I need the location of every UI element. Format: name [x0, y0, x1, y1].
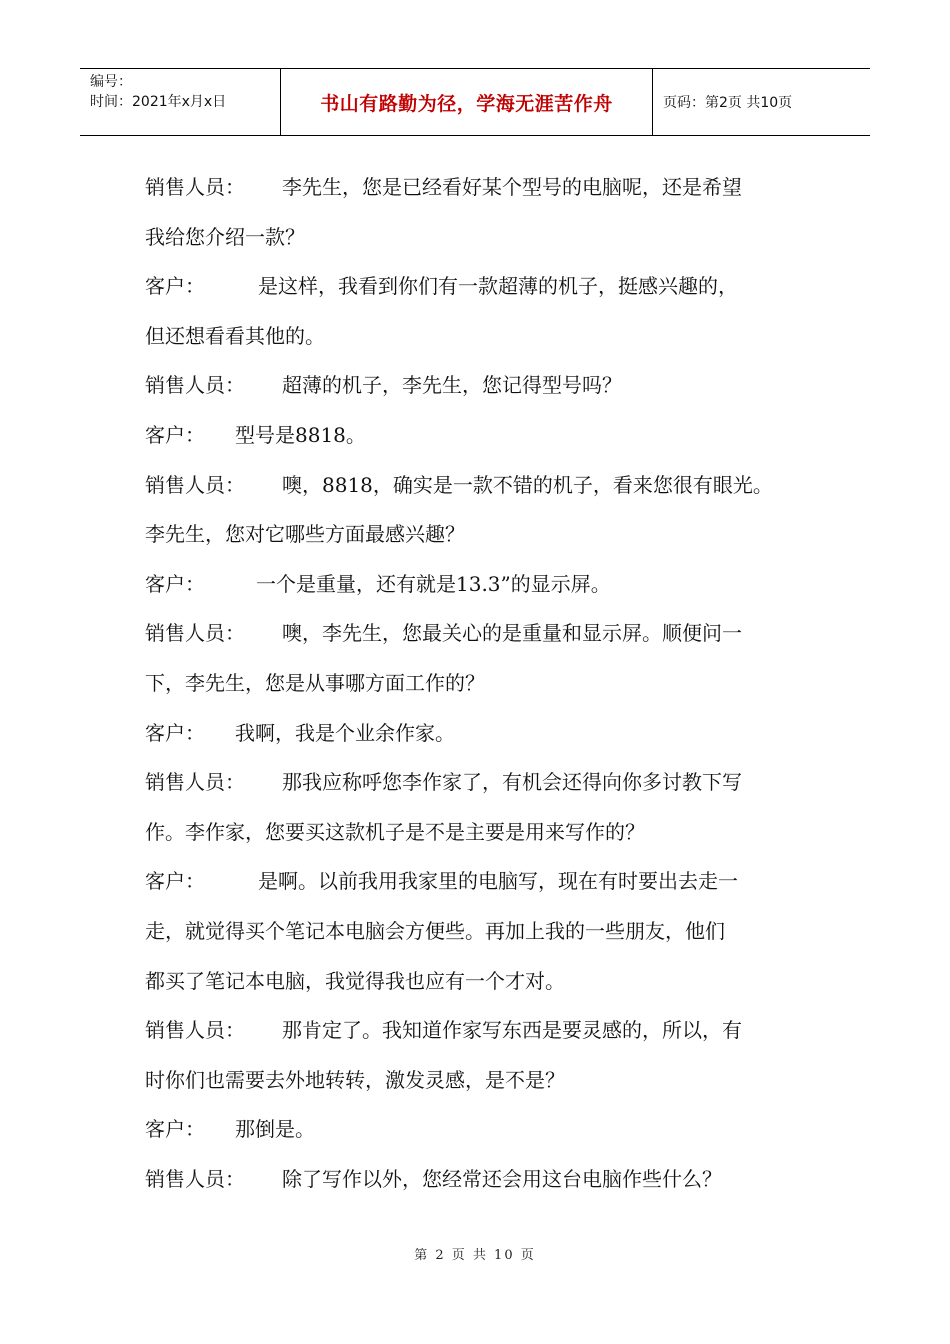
utterance: 那倒是。 [235, 1117, 315, 1142]
speaker-customer: 客户： [145, 274, 205, 299]
dialogue-line [145, 758, 815, 808]
page-footer: 第 2 页 共 10 页 [414, 1248, 536, 1263]
header-page-info: 页码：第2页 共10页 [663, 95, 793, 111]
dialogue-line [145, 213, 815, 263]
speaker-sales: 销售人员： [145, 770, 245, 795]
utterance: 走，就觉得买个笔记本电脑会方便些。再加上我的一些朋友，他们 [145, 918, 725, 943]
dialogue-line [145, 361, 815, 411]
dialogue-line [145, 709, 815, 759]
utterance: 除了写作以外，您经常还会用这台电脑作些什么？ [282, 1166, 722, 1191]
dialogue-line [145, 510, 815, 560]
speaker-customer: 客户： [145, 1117, 205, 1142]
dialogue-line [145, 659, 815, 709]
utterance: 李先生，您对它哪些方面最感兴趣？ [145, 522, 465, 547]
dialogue-line [145, 907, 815, 957]
utterance: 噢，8818，确实是一款不错的机子，看来您很有眼光。 [282, 472, 773, 497]
header-left-cell [80, 69, 281, 135]
utterance: 是啊。以前我用我家里的电脑写，现在有时要出去走一 [258, 869, 738, 894]
utterance: 作。李作家，您要买这款机子是不是主要是用来写作的？ [145, 819, 645, 844]
dialogue-line [145, 1056, 815, 1106]
dialogue-line [145, 163, 815, 213]
utterance: 那我应称呼您李作家了，有机会还得向你多讨教下写 [282, 770, 742, 795]
speaker-customer: 客户： [145, 422, 205, 447]
dialogue-line [145, 808, 815, 858]
utterance: 我啊，我是个业余作家。 [235, 720, 455, 745]
speaker-sales: 销售人员： [145, 621, 245, 646]
dialogue-body [145, 163, 815, 1204]
speaker-sales: 销售人员： [145, 472, 245, 497]
speaker-sales: 销售人员： [145, 1018, 245, 1043]
dialogue-line [145, 1006, 815, 1056]
utterance: 都买了笔记本电脑，我觉得我也应有一个才对。 [145, 968, 565, 993]
dialogue-line [145, 609, 815, 659]
dialogue-line [145, 857, 815, 907]
utterance: 我给您介绍一款？ [145, 224, 305, 249]
dialogue-line [145, 312, 815, 362]
number-label: 编号： [90, 74, 132, 90]
header-motto: 书山有路勤为径，学海无涯苦作舟 [281, 69, 653, 135]
dialogue-line [145, 560, 815, 610]
utterance: 型号是8818。 [235, 422, 366, 447]
speaker-customer: 客户： [145, 571, 205, 596]
speaker-customer: 客户： [145, 869, 205, 894]
speaker-sales: 销售人员： [145, 175, 245, 199]
utterance: 时你们也需要去外地转转，激发灵感，是不是？ [145, 1067, 565, 1092]
utterance: 李先生，您是已经看好某个型号的电脑呢，还是希望 [282, 175, 742, 199]
time-label: 时间：2021年x月x日 [90, 94, 227, 110]
utterance: 下，李先生，您是从事哪方面工作的？ [145, 670, 485, 695]
utterance: 但还想看看其他的。 [145, 323, 325, 348]
dialogue-line [145, 1105, 815, 1155]
speaker-sales: 销售人员： [145, 373, 245, 398]
speaker-customer: 客户： [145, 720, 205, 745]
dialogue-line [145, 957, 815, 1007]
speaker-sales: 销售人员： [145, 1166, 245, 1191]
dialogue-line [145, 1155, 815, 1205]
utterance: 那肯定了。我知道作家写东西是要灵感的，所以，有 [282, 1018, 742, 1043]
utterance: 一个是重量，还有就是13.3”的显示屏。 [256, 571, 611, 596]
utterance: 噢，李先生，您最关心的是重量和显示屏。顺便问一 [282, 621, 742, 646]
utterance: 超薄的机子，李先生，您记得型号吗？ [282, 373, 622, 398]
utterance: 是这样，我看到你们有一款超薄的机子，挺感兴趣的， [258, 274, 738, 299]
dialogue-line [145, 262, 815, 312]
header-table [80, 68, 870, 136]
dialogue-line [145, 411, 815, 461]
dialogue-line [145, 461, 815, 511]
